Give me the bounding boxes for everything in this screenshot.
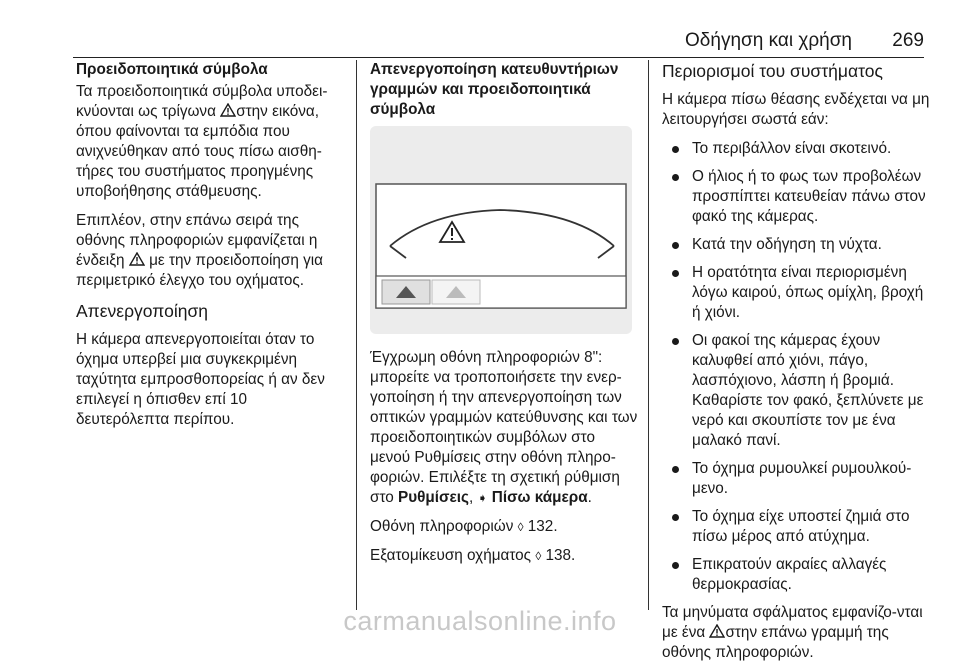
heading-warning-symbols: Προειδοποιητικά σύμβολα [76, 61, 268, 78]
bullet-dot-icon [672, 242, 679, 249]
text: στην εικόνα, όπου φαίνονται τα εμπόδια που ανιχνεύθηκαν από τους πίσω αισθη-τήρες του συστήματος προηγμένης υποβοήθησης στάθμευσης. [76, 103, 322, 200]
menu-settings: Ρυθμίσεις [398, 489, 469, 506]
page-ref[interactable]: 138. [545, 547, 576, 564]
column-divider [648, 60, 649, 610]
text: Οθόνη πληροφοριών [370, 518, 518, 535]
text: Εξατομίκευση οχήματος [370, 547, 536, 564]
text: Η ορατότητα είναι περιορισμένη λόγω καιρού, όπως ομίχλη, βροχή ή χιόνι. [692, 264, 924, 321]
column-left [76, 60, 344, 439]
paragraph: Η κάμερα πίσω θέασης ενδέχεται να μη λειτουργήσει σωστά εάν: [662, 91, 930, 128]
warning-triangle-icon [220, 103, 236, 117]
reference-icon: ◊ [535, 549, 542, 563]
paragraph [76, 211, 344, 291]
page-number: 269 [892, 30, 924, 51]
paragraph: Η κάμερα απενεργοποιείται όταν το όχημα υπερβεί μια συγκεκριμένη ταχύτητα εμπροσθοπορείας ή αν δεν επιλεγεί η όπισθεν επί 10 δευτερόλεπτα περίπου. [76, 331, 325, 428]
limitations-list [662, 139, 930, 595]
text: , [468, 489, 478, 506]
text: Το όχημα είχε υποστεί ζημιά στο πίσω μέρος από ατύχημα. [692, 508, 910, 545]
list-item [662, 167, 930, 227]
arrow-icon: ➧ [477, 491, 488, 505]
text: Έγχρωμη οθόνη πληροφοριών 8": μπορείτε να τροποποιήσετε την ενερ-γοποίηση ή την απενεργοποίηση των οπτικών γραμμών κατεύθυνσης και των προειδοποιητικών συμβόλων στο μενού Ρυθμίσεις στην οθόνη πληρο-φοριών. Επιλέξτε τη σχετική ρύθμιση στο [370, 349, 638, 506]
camera-screen-drawing [370, 126, 632, 334]
text: στην επάνω γραμμή της οθόνης πληροφοριών. [662, 624, 889, 661]
section-title-system-limits: Περιορισμοί του συστήματος [662, 61, 883, 81]
section-title-deactivation: Απενεργοποίηση [76, 301, 209, 321]
list-item [662, 507, 930, 547]
text: Επικρατούν ακραίες αλλαγές θερμοκρασίας. [692, 556, 887, 593]
list-item [662, 263, 930, 323]
menu-rear-camera: Πίσω κάμερα [491, 489, 588, 506]
list-item [662, 235, 930, 255]
bullet-dot-icon [672, 338, 679, 345]
text: Τα μηνύματα σφάλματος εμφανίζο-νται με ένα [662, 604, 923, 641]
reference [370, 546, 638, 566]
list-item [662, 555, 930, 595]
bullet-dot-icon [672, 562, 679, 569]
text: με την προειδοποίηση για περιμετρικό έλεγχο του οχήματος. [76, 252, 324, 289]
text: Το περιβάλλον είναι σκοτεινό. [692, 140, 892, 157]
bullet-dot-icon [672, 146, 679, 153]
text: Κατά την οδήγηση τη νύχτα. [692, 236, 882, 253]
text: Ο ήλιος ή το φως των προβολέων προσπίπτει κατευθείαν πάνω στον φακό της κάμερας. [692, 168, 926, 225]
bullet-dot-icon [672, 174, 679, 181]
page-ref[interactable]: 132. [527, 518, 558, 535]
bullet-dot-icon [672, 466, 679, 473]
header-title: Οδήγηση και χρήση [685, 30, 852, 51]
watermark: carmanualsonline.info [343, 606, 617, 636]
warning-triangle-icon [129, 252, 145, 266]
text: Επιπλέον, στην επάνω σειρά της οθόνης πληροφοριών εμφανίζεται η ένδειξη [76, 212, 318, 269]
heading-guidelines-deactivation: Απενεργοποίηση κατευθυντήριων γραμμών και προειδοποιητικά σύμβολα [370, 61, 619, 118]
text: Τα προειδοποιητικά σύμβολα υποδει-κνύονται ως τρίγωνα [76, 83, 328, 120]
text: Οι φακοί της κάμερας έχουν καλυφθεί από χιόνι, πάγο, λασπόχιονο, λάσπη ή βρομιά. Καθαρίστε τον φακό, ξεπλύνετε με νερό και σκουπίστε τον με ένα μαλακό πανί. [692, 332, 924, 449]
column-middle [370, 60, 638, 575]
page-header [0, 0, 960, 58]
text: Το όχημα ρυμουλκεί ρυμουλκού-μενο. [692, 460, 912, 497]
reference [370, 517, 638, 537]
paragraph [370, 348, 638, 508]
header-rule [73, 57, 924, 58]
column-right [662, 60, 930, 672]
list-item [662, 331, 930, 451]
text: . [587, 489, 592, 506]
list-item [662, 139, 930, 159]
reference-icon: ◊ [517, 520, 524, 534]
rear-camera-display-illustration [370, 126, 632, 334]
column-divider [356, 60, 357, 610]
list-item [662, 459, 930, 499]
bullet-dot-icon [672, 514, 679, 521]
bullet-dot-icon [672, 270, 679, 277]
paragraph [76, 82, 344, 202]
